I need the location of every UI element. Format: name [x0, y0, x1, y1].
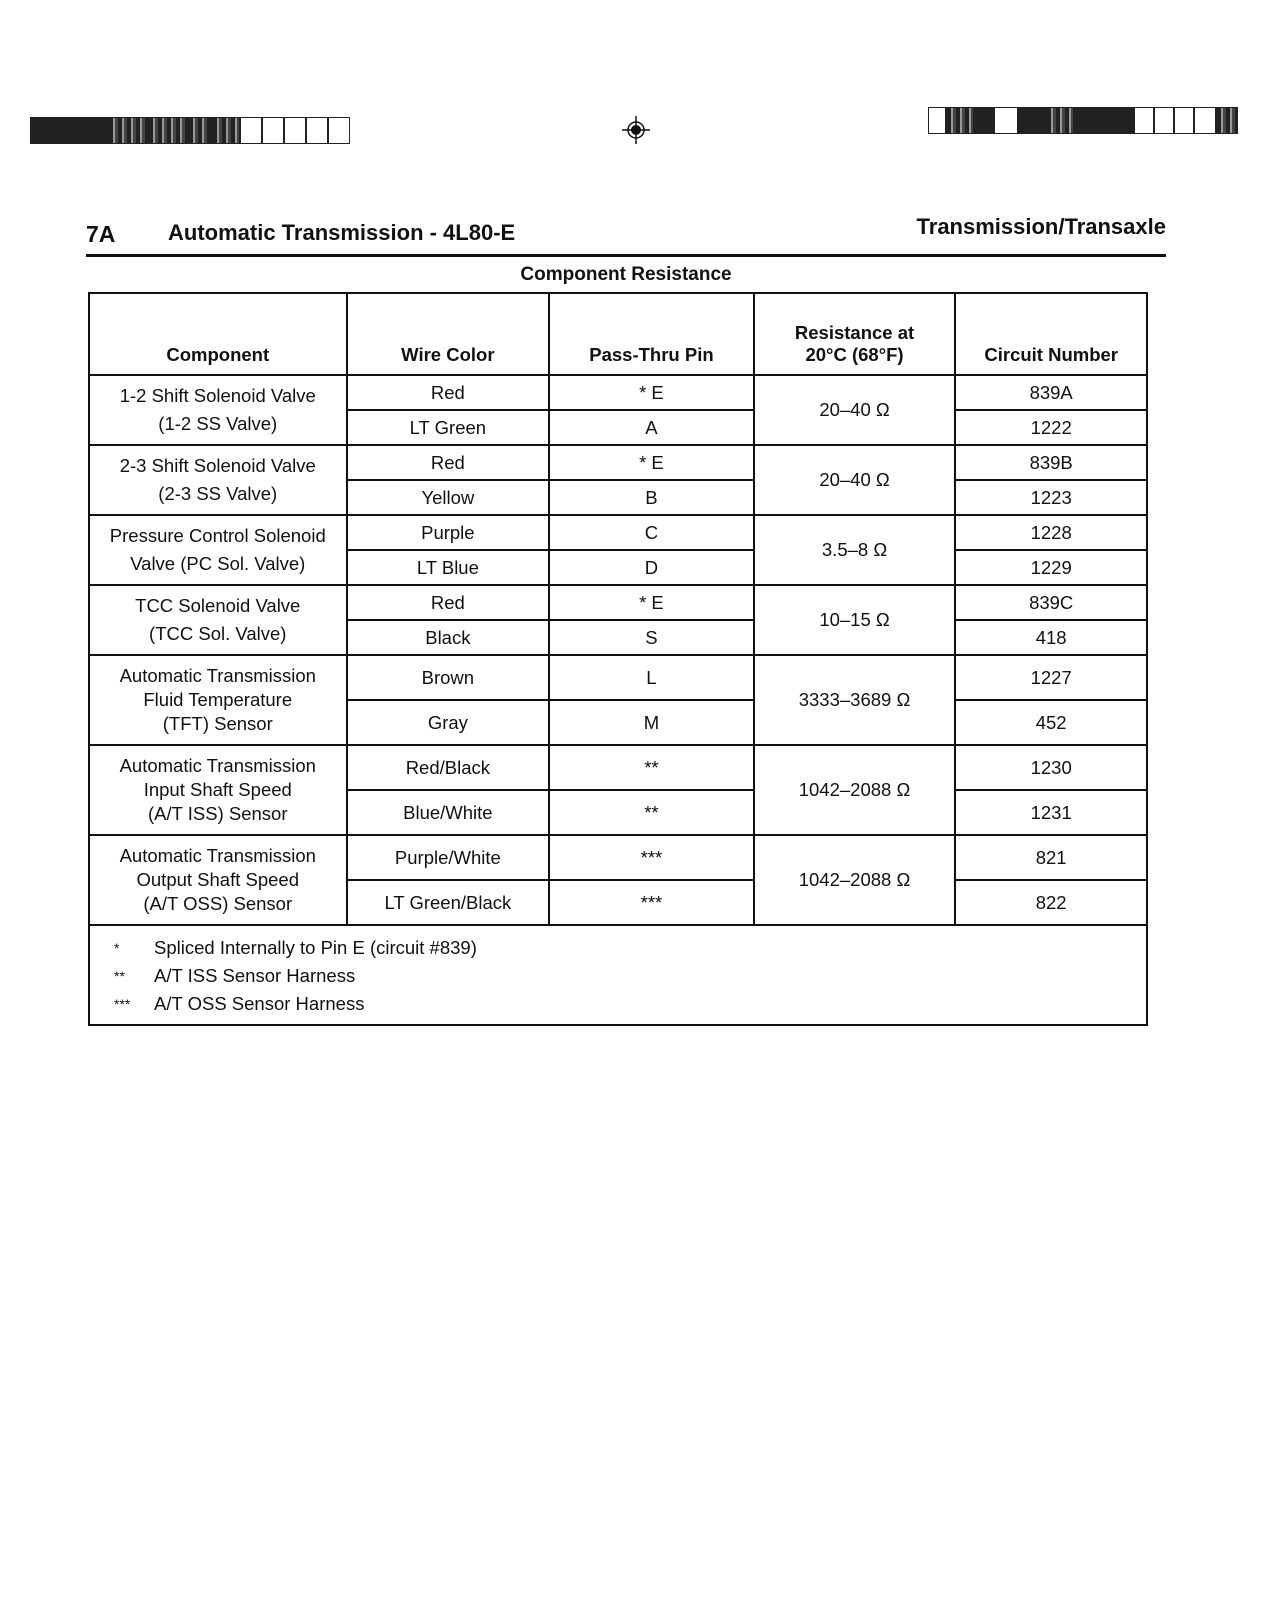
circuit-number-cell: 1229: [955, 550, 1147, 585]
component-cell: Automatic Transmission Input Shaft Speed (A/T ISS) Sensor: [89, 745, 347, 835]
table-row: [89, 745, 1147, 790]
table-row: [89, 655, 1147, 700]
table-row: [89, 445, 1147, 480]
registration-bar-left: [30, 117, 350, 144]
table-row: [89, 835, 1147, 880]
pass-thru-pin-cell: * E: [549, 375, 753, 410]
wire-color-cell: Red: [347, 375, 550, 410]
component-cell: 2-3 Shift Solenoid Valve (2-3 SS Valve): [89, 445, 347, 515]
wire-color-cell: Black: [347, 620, 550, 655]
circuit-number-cell: 1230: [955, 745, 1147, 790]
footnote-text: A/T OSS Sensor Harness: [154, 993, 365, 1014]
wire-color-cell: Red/Black: [347, 745, 550, 790]
table-header-row: [89, 293, 1147, 375]
resistance-cell: 20–40 Ω: [754, 445, 956, 515]
pass-thru-pin-cell: * E: [549, 445, 753, 480]
footnotes: [89, 925, 1147, 1025]
column-header: Circuit Number: [955, 293, 1147, 375]
footnote-mark: *: [114, 940, 120, 956]
page-title: Automatic Transmission - 4L80-E: [168, 220, 516, 245]
pass-thru-pin-cell: D: [549, 550, 753, 585]
wire-color-cell: Brown: [347, 655, 550, 700]
circuit-number-cell: 839A: [955, 375, 1147, 410]
wire-color-cell: Red: [347, 445, 550, 480]
circuit-number-cell: 822: [955, 880, 1147, 925]
wire-color-cell: Red: [347, 585, 550, 620]
component-cell: Pressure Control Solenoid Valve (PC Sol. Valve): [89, 515, 347, 585]
component-resistance-table: [88, 292, 1148, 1026]
circuit-number-cell: 821: [955, 835, 1147, 880]
circuit-number-cell: 839B: [955, 445, 1147, 480]
footnote: [114, 990, 1122, 1018]
circuit-number-cell: 418: [955, 620, 1147, 655]
footnote-text: Spliced Internally to Pin E (circuit #839): [154, 937, 477, 958]
resistance-cell: 1042–2088 Ω: [754, 745, 956, 835]
pass-thru-pin-cell: ***: [549, 835, 753, 880]
column-header: Pass-Thru Pin: [549, 293, 753, 375]
footnote-text: A/T ISS Sensor Harness: [154, 965, 356, 986]
wire-color-cell: LT Blue: [347, 550, 550, 585]
resistance-cell: 3.5–8 Ω: [754, 515, 956, 585]
circuit-number-cell: 1222: [955, 410, 1147, 445]
circuit-number-cell: 1223: [955, 480, 1147, 515]
registration-mark-icon: [622, 116, 650, 144]
pass-thru-pin-cell: * E: [549, 585, 753, 620]
wire-color-cell: LT Green: [347, 410, 550, 445]
page-header: [86, 214, 1166, 257]
wire-color-cell: LT Green/Black: [347, 880, 550, 925]
pass-thru-pin-cell: A: [549, 410, 753, 445]
wire-color-cell: Purple: [347, 515, 550, 550]
resistance-cell: 3333–3689 Ω: [754, 655, 956, 745]
pass-thru-pin-cell: C: [549, 515, 753, 550]
resistance-cell: 20–40 Ω: [754, 375, 956, 445]
circuit-number-cell: 1227: [955, 655, 1147, 700]
column-header: Wire Color: [347, 293, 550, 375]
component-cell: 1-2 Shift Solenoid Valve (1-2 SS Valve): [89, 375, 347, 445]
resistance-cell: 1042–2088 Ω: [754, 835, 956, 925]
pass-thru-pin-cell: B: [549, 480, 753, 515]
pass-thru-pin-cell: L: [549, 655, 753, 700]
table-row: [89, 585, 1147, 620]
circuit-number-cell: 839C: [955, 585, 1147, 620]
pass-thru-pin-cell: **: [549, 790, 753, 835]
pass-thru-pin-cell: M: [549, 700, 753, 745]
wire-color-cell: Blue/White: [347, 790, 550, 835]
footnote: [114, 934, 1122, 962]
resistance-cell: 10–15 Ω: [754, 585, 956, 655]
wire-color-cell: Yellow: [347, 480, 550, 515]
footnote: [114, 962, 1122, 990]
column-header: Resistance at 20°C (68°F): [754, 293, 956, 375]
component-cell: Automatic Transmission Fluid Temperature (TFT) Sensor: [89, 655, 347, 745]
table-row: [89, 515, 1147, 550]
component-cell: Automatic Transmission Output Shaft Speed (A/T OSS) Sensor: [89, 835, 347, 925]
wire-color-cell: Gray: [347, 700, 550, 745]
pass-thru-pin-cell: **: [549, 745, 753, 790]
footnote-mark: ***: [114, 996, 131, 1012]
column-header: Component: [89, 293, 347, 375]
section-number: 7A: [86, 221, 116, 247]
pass-thru-pin-cell: ***: [549, 880, 753, 925]
component-cell: TCC Solenoid Valve (TCC Sol. Valve): [89, 585, 347, 655]
footnotes-row: [89, 925, 1147, 1025]
registration-bar-right: [928, 107, 1238, 134]
section-title: Transmission/Transaxle: [916, 214, 1166, 239]
circuit-number-cell: 452: [955, 700, 1147, 745]
footnote-mark: **: [114, 968, 125, 984]
circuit-number-cell: 1228: [955, 515, 1147, 550]
table-row: [89, 375, 1147, 410]
pass-thru-pin-cell: S: [549, 620, 753, 655]
table-caption: Component Resistance: [520, 264, 732, 285]
circuit-number-cell: 1231: [955, 790, 1147, 835]
wire-color-cell: Purple/White: [347, 835, 550, 880]
